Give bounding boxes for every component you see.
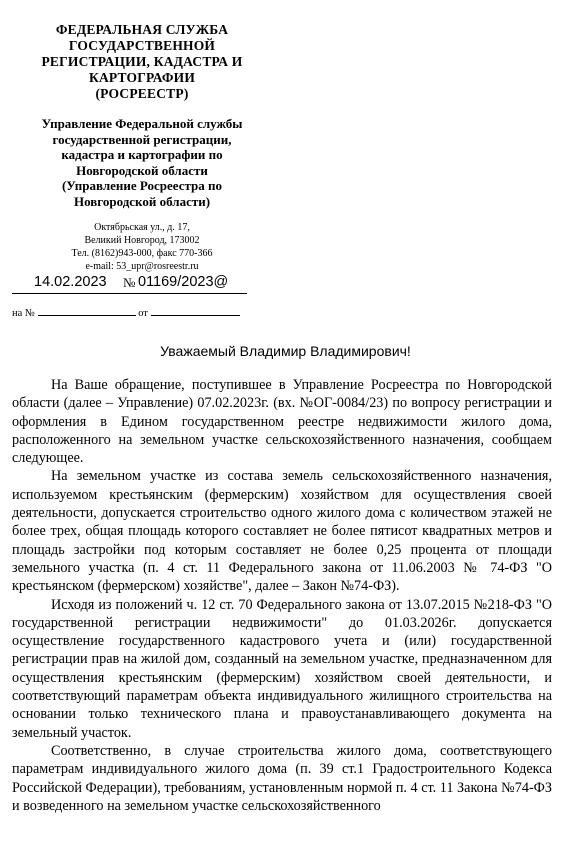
registration-line	[12, 274, 247, 294]
number-label: №	[123, 275, 136, 290]
city-line: Великий Новгород, 173002	[84, 235, 200, 246]
letter-date: 14.02.2023	[34, 274, 107, 290]
greeting: Уважаемый Владимир Владимирович!	[160, 343, 411, 359]
paragraph: Соответственно, в случае строительства жилого дома, соответствующего параметрам индивидуального жилого дома (п. 39 ст.1 Градостроительного Кодекса Российской Федерации), требованиям, установленным нормой п. 4 ст. 11 Закона №74-ФЗ и возведенного на земельном участке сельскохозяйственного	[12, 742, 552, 814]
dept-line: (Управление Росреестра по	[61, 178, 223, 193]
dept-line: Новгородской области	[76, 162, 208, 178]
dept-line: кадастра и картографии по	[61, 147, 223, 162]
letter-body	[12, 376, 552, 815]
ref-from-label: от	[138, 308, 148, 319]
department-name	[12, 116, 272, 209]
org-line: РЕГИСТРАЦИИ, КАДАСТРА И	[41, 54, 243, 69]
dept-line: Новгородской области)	[73, 193, 211, 209]
letterhead	[12, 22, 272, 273]
paragraph: На земельном участке из состава земель сельскохозяйственного назначения, используемом крестьянским (фермерским) хозяйством для осуществления своей деятельности, допускается строительство одного жилого дома с количеством этажей не более трех, общая площадь которого составляет не более пятисот квадратных метров и площадь застройки под которым составляет не более 0,25 процента от площади земельного участка (п. 4 ст. 11 Федерального закона от 11.06.2003 № 74-ФЗ "О крестьянском (фермерском) хозяйстве", далее – Закон №74-ФЗ).	[12, 468, 552, 595]
org-line: (РОСРЕЕСТР)	[95, 86, 189, 101]
paragraph: Исходя из положений ч. 12 ст. 70 Федерального закона от 13.07.2015 №218-ФЗ "О государственной регистрации недвижимости" до 01.03.2026г. допускается осуществление государственного кадастрового учета и (или) государственной регистрации прав на жилой дом, созданный на земельном участке, предназначенном для осуществления крестьянским (фермерским) хозяйством своей деятельности, и соответствующий параметрам объекта индивидуального жилищного строительства на основании только технического плана и правоустанавливающего документа на земельный участок.	[12, 596, 552, 741]
address-line: Октябрьская ул., д. 17,	[94, 222, 190, 233]
phone-line: Тел. (8162)943-000, факс 770-366	[71, 248, 213, 259]
dept-line: Управление Федеральной службы	[41, 116, 243, 131]
paragraph: На Ваше обращение, поступившее в Управление Росреестра по Новгородской области (далее – Управление) 07.02.2023г. (вх. №ОГ-0084/23) по вопросу регистрации и оформления в Едином государственном реестре недвижимости жилого дома, расположенного на земельном участке сельскохозяйственного назначения, сообщаем следующее.	[12, 377, 552, 467]
contact-info	[12, 221, 272, 273]
ref-date-blank	[151, 305, 240, 316]
letter-number: 01169/2023@	[138, 274, 229, 290]
email-line: e-mail: 53_upr@rosreestr.ru	[85, 261, 199, 272]
ref-prefix: на №	[12, 308, 35, 319]
organization-name	[12, 22, 272, 102]
org-line: КАРТОГРАФИИ	[88, 70, 196, 85]
org-line: ГОСУДАРСТВЕННОЙ	[68, 38, 216, 53]
dept-line: государственной регистрации,	[52, 131, 232, 147]
org-line: ФЕДЕРАЛЬНАЯ СЛУЖБА	[55, 22, 229, 37]
ref-number-blank	[38, 305, 136, 316]
reference-line	[12, 305, 240, 319]
